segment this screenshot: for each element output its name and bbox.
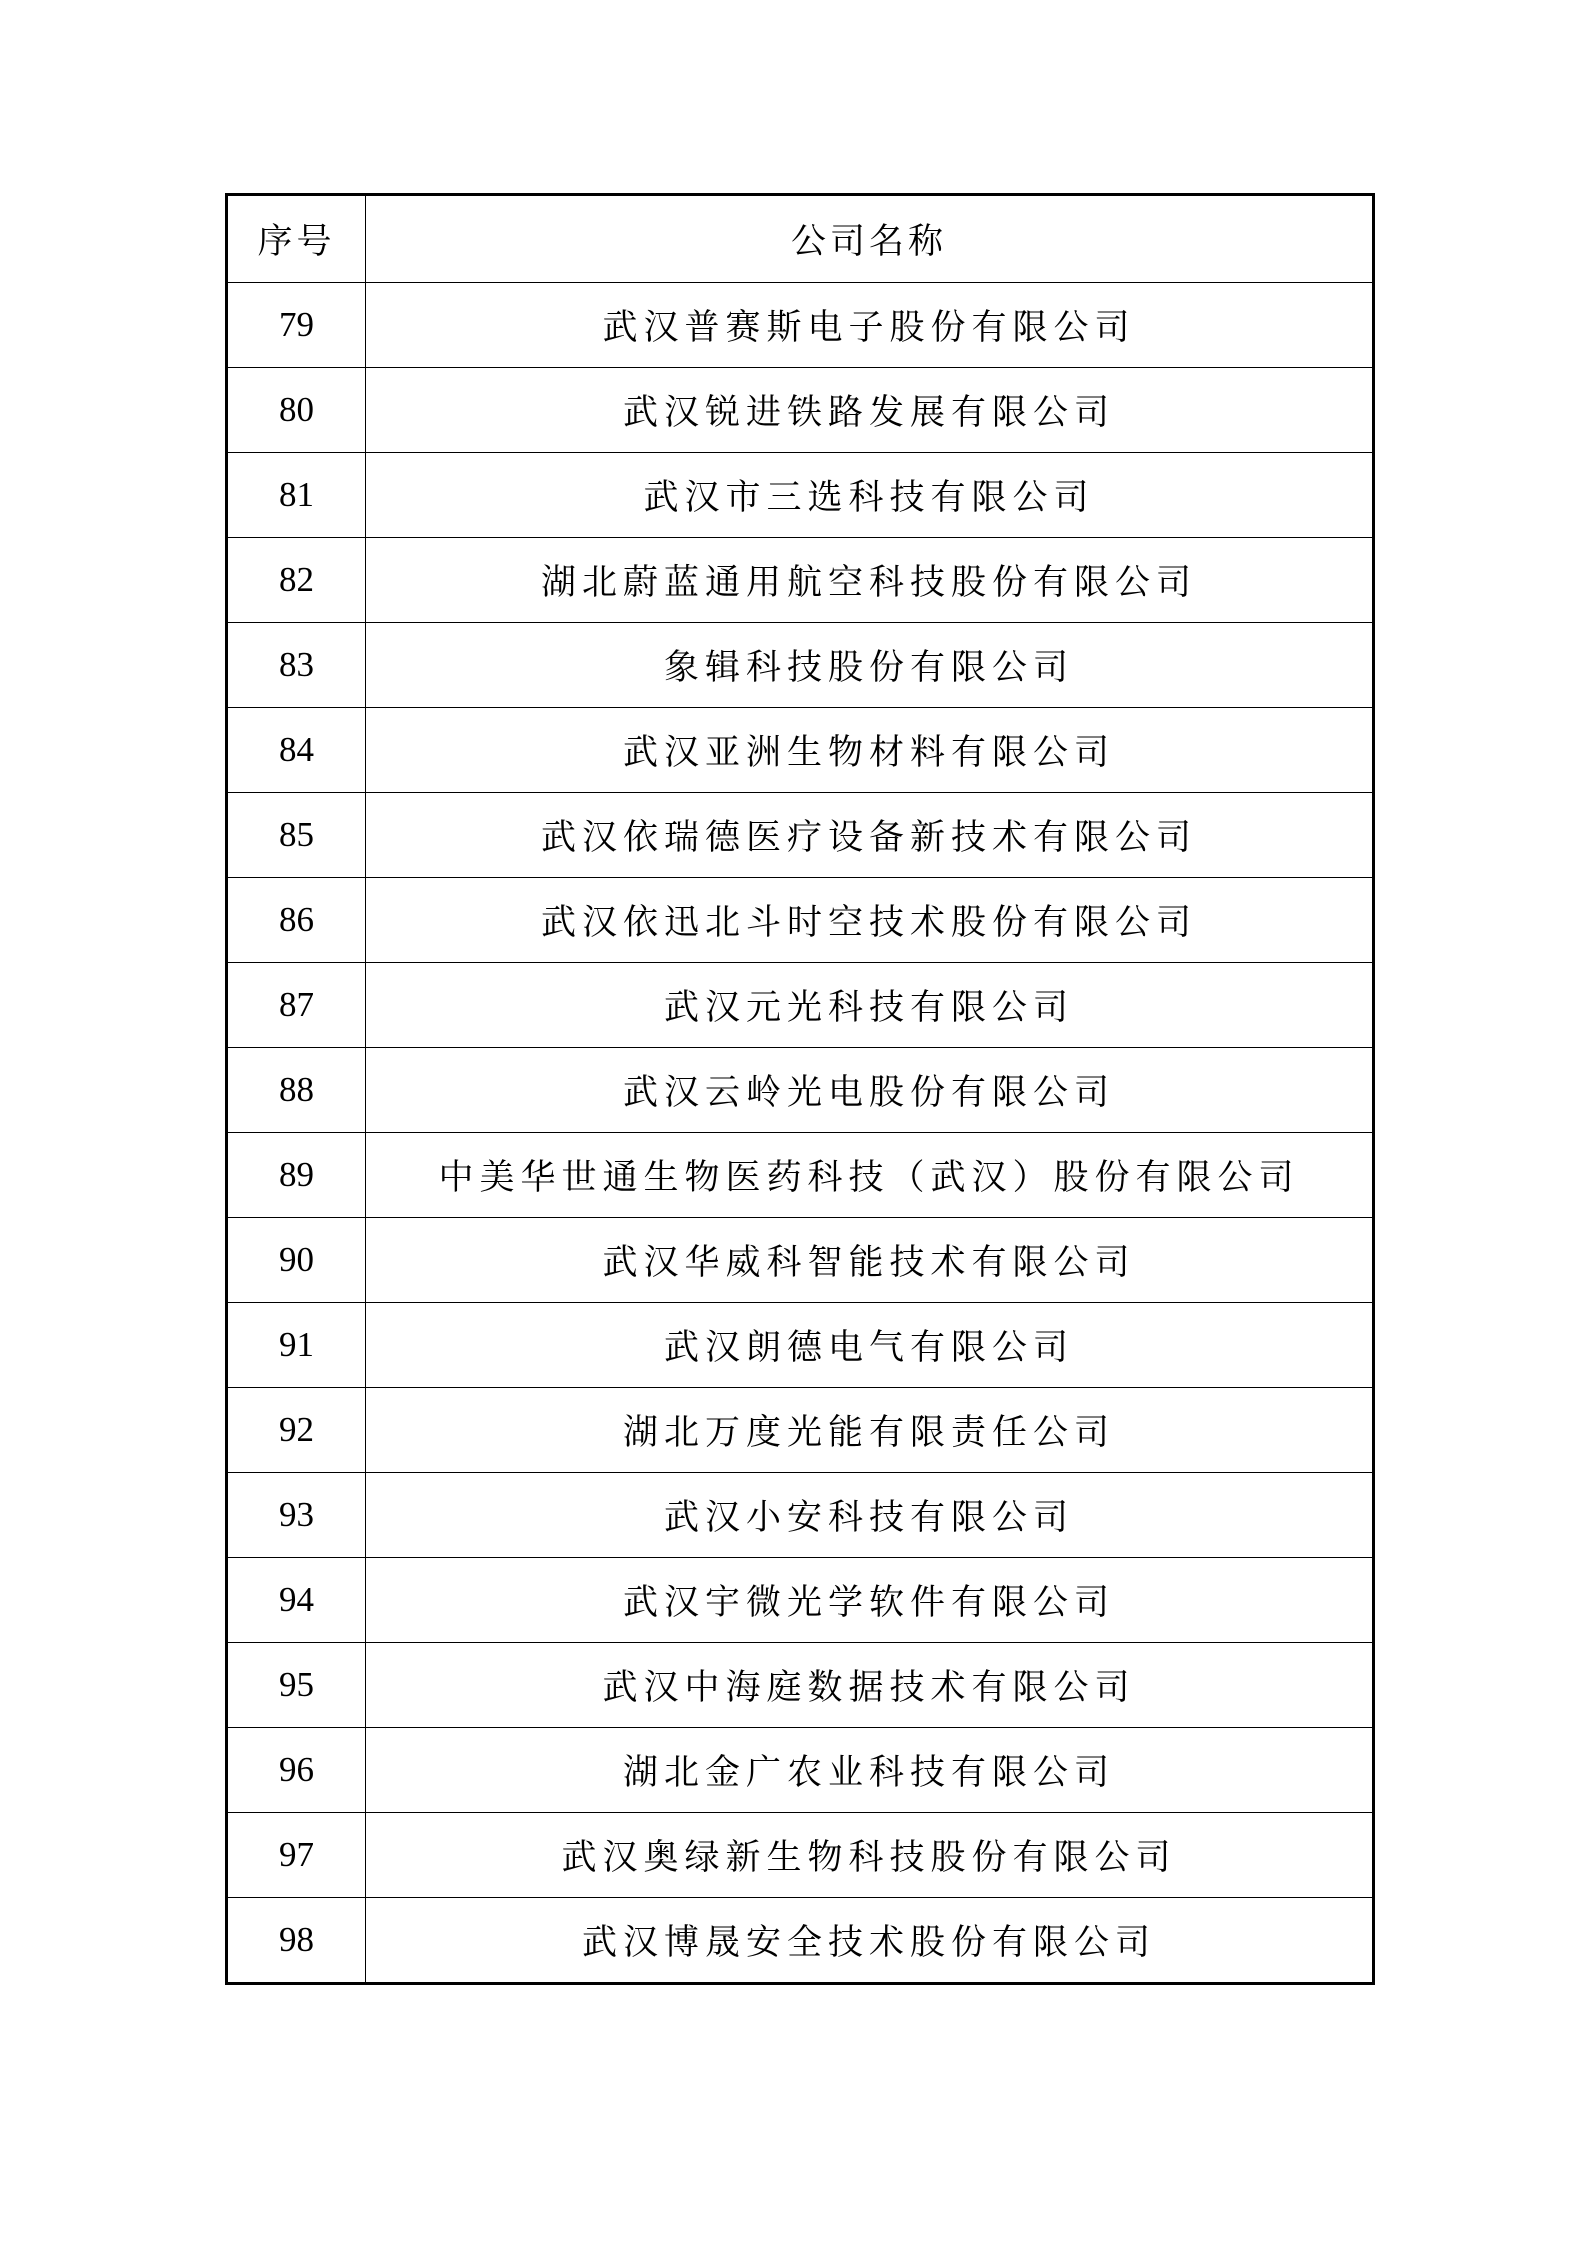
company-table bbox=[225, 193, 1375, 1985]
serial-number-cell: 87 bbox=[227, 963, 366, 1048]
table-row bbox=[227, 623, 1374, 708]
table-row bbox=[227, 963, 1374, 1048]
serial-number-cell: 83 bbox=[227, 623, 366, 708]
company-name-cell: 武汉依瑞德医疗设备新技术有限公司 bbox=[366, 793, 1374, 878]
table-row bbox=[227, 793, 1374, 878]
serial-number-cell: 82 bbox=[227, 538, 366, 623]
header-company-name: 公司名称 bbox=[366, 195, 1374, 283]
company-name-cell: 武汉亚洲生物材料有限公司 bbox=[366, 708, 1374, 793]
company-name-cell: 中美华世通生物医药科技（武汉）股份有限公司 bbox=[366, 1133, 1374, 1218]
serial-number-cell: 91 bbox=[227, 1303, 366, 1388]
table-row bbox=[227, 708, 1374, 793]
table-row bbox=[227, 1218, 1374, 1303]
serial-number-cell: 81 bbox=[227, 453, 366, 538]
company-name-cell: 武汉市三选科技有限公司 bbox=[366, 453, 1374, 538]
table-row bbox=[227, 283, 1374, 368]
table-row bbox=[227, 453, 1374, 538]
company-name-cell: 武汉小安科技有限公司 bbox=[366, 1473, 1374, 1558]
table-row bbox=[227, 1303, 1374, 1388]
company-name-cell: 象辑科技股份有限公司 bbox=[366, 623, 1374, 708]
company-name-cell: 武汉云岭光电股份有限公司 bbox=[366, 1048, 1374, 1133]
company-name-cell: 武汉依迅北斗时空技术股份有限公司 bbox=[366, 878, 1374, 963]
company-name-cell: 武汉宇微光学软件有限公司 bbox=[366, 1558, 1374, 1643]
serial-number-cell: 84 bbox=[227, 708, 366, 793]
table-row bbox=[227, 1898, 1374, 1984]
table-row bbox=[227, 1473, 1374, 1558]
serial-number-cell: 79 bbox=[227, 283, 366, 368]
table-row bbox=[227, 878, 1374, 963]
table-row bbox=[227, 1048, 1374, 1133]
company-name-cell: 武汉中海庭数据技术有限公司 bbox=[366, 1643, 1374, 1728]
company-name-cell: 武汉元光科技有限公司 bbox=[366, 963, 1374, 1048]
serial-number-cell: 88 bbox=[227, 1048, 366, 1133]
table-row bbox=[227, 368, 1374, 453]
serial-number-cell: 98 bbox=[227, 1898, 366, 1984]
table-row bbox=[227, 1643, 1374, 1728]
header-serial-number: 序号 bbox=[227, 195, 366, 283]
serial-number-cell: 89 bbox=[227, 1133, 366, 1218]
serial-number-cell: 90 bbox=[227, 1218, 366, 1303]
company-name-cell: 武汉奥绿新生物科技股份有限公司 bbox=[366, 1813, 1374, 1898]
serial-number-cell: 85 bbox=[227, 793, 366, 878]
company-name-cell: 湖北蔚蓝通用航空科技股份有限公司 bbox=[366, 538, 1374, 623]
serial-number-cell: 96 bbox=[227, 1728, 366, 1813]
serial-number-cell: 97 bbox=[227, 1813, 366, 1898]
company-name-cell: 武汉普赛斯电子股份有限公司 bbox=[366, 283, 1374, 368]
company-name-cell: 武汉华威科智能技术有限公司 bbox=[366, 1218, 1374, 1303]
company-name-cell: 湖北金广农业科技有限公司 bbox=[366, 1728, 1374, 1813]
serial-number-cell: 94 bbox=[227, 1558, 366, 1643]
table-body bbox=[227, 283, 1374, 1984]
table-row bbox=[227, 1388, 1374, 1473]
company-name-cell: 湖北万度光能有限责任公司 bbox=[366, 1388, 1374, 1473]
company-name-cell: 武汉博晟安全技术股份有限公司 bbox=[366, 1898, 1374, 1984]
serial-number-cell: 93 bbox=[227, 1473, 366, 1558]
table-row bbox=[227, 1728, 1374, 1813]
serial-number-cell: 86 bbox=[227, 878, 366, 963]
table-row bbox=[227, 1133, 1374, 1218]
table-header-row bbox=[227, 195, 1374, 283]
table-row bbox=[227, 538, 1374, 623]
company-name-cell: 武汉朗德电气有限公司 bbox=[366, 1303, 1374, 1388]
serial-number-cell: 95 bbox=[227, 1643, 366, 1728]
company-name-cell: 武汉锐进铁路发展有限公司 bbox=[366, 368, 1374, 453]
table-row bbox=[227, 1813, 1374, 1898]
serial-number-cell: 92 bbox=[227, 1388, 366, 1473]
table-row bbox=[227, 1558, 1374, 1643]
serial-number-cell: 80 bbox=[227, 368, 366, 453]
